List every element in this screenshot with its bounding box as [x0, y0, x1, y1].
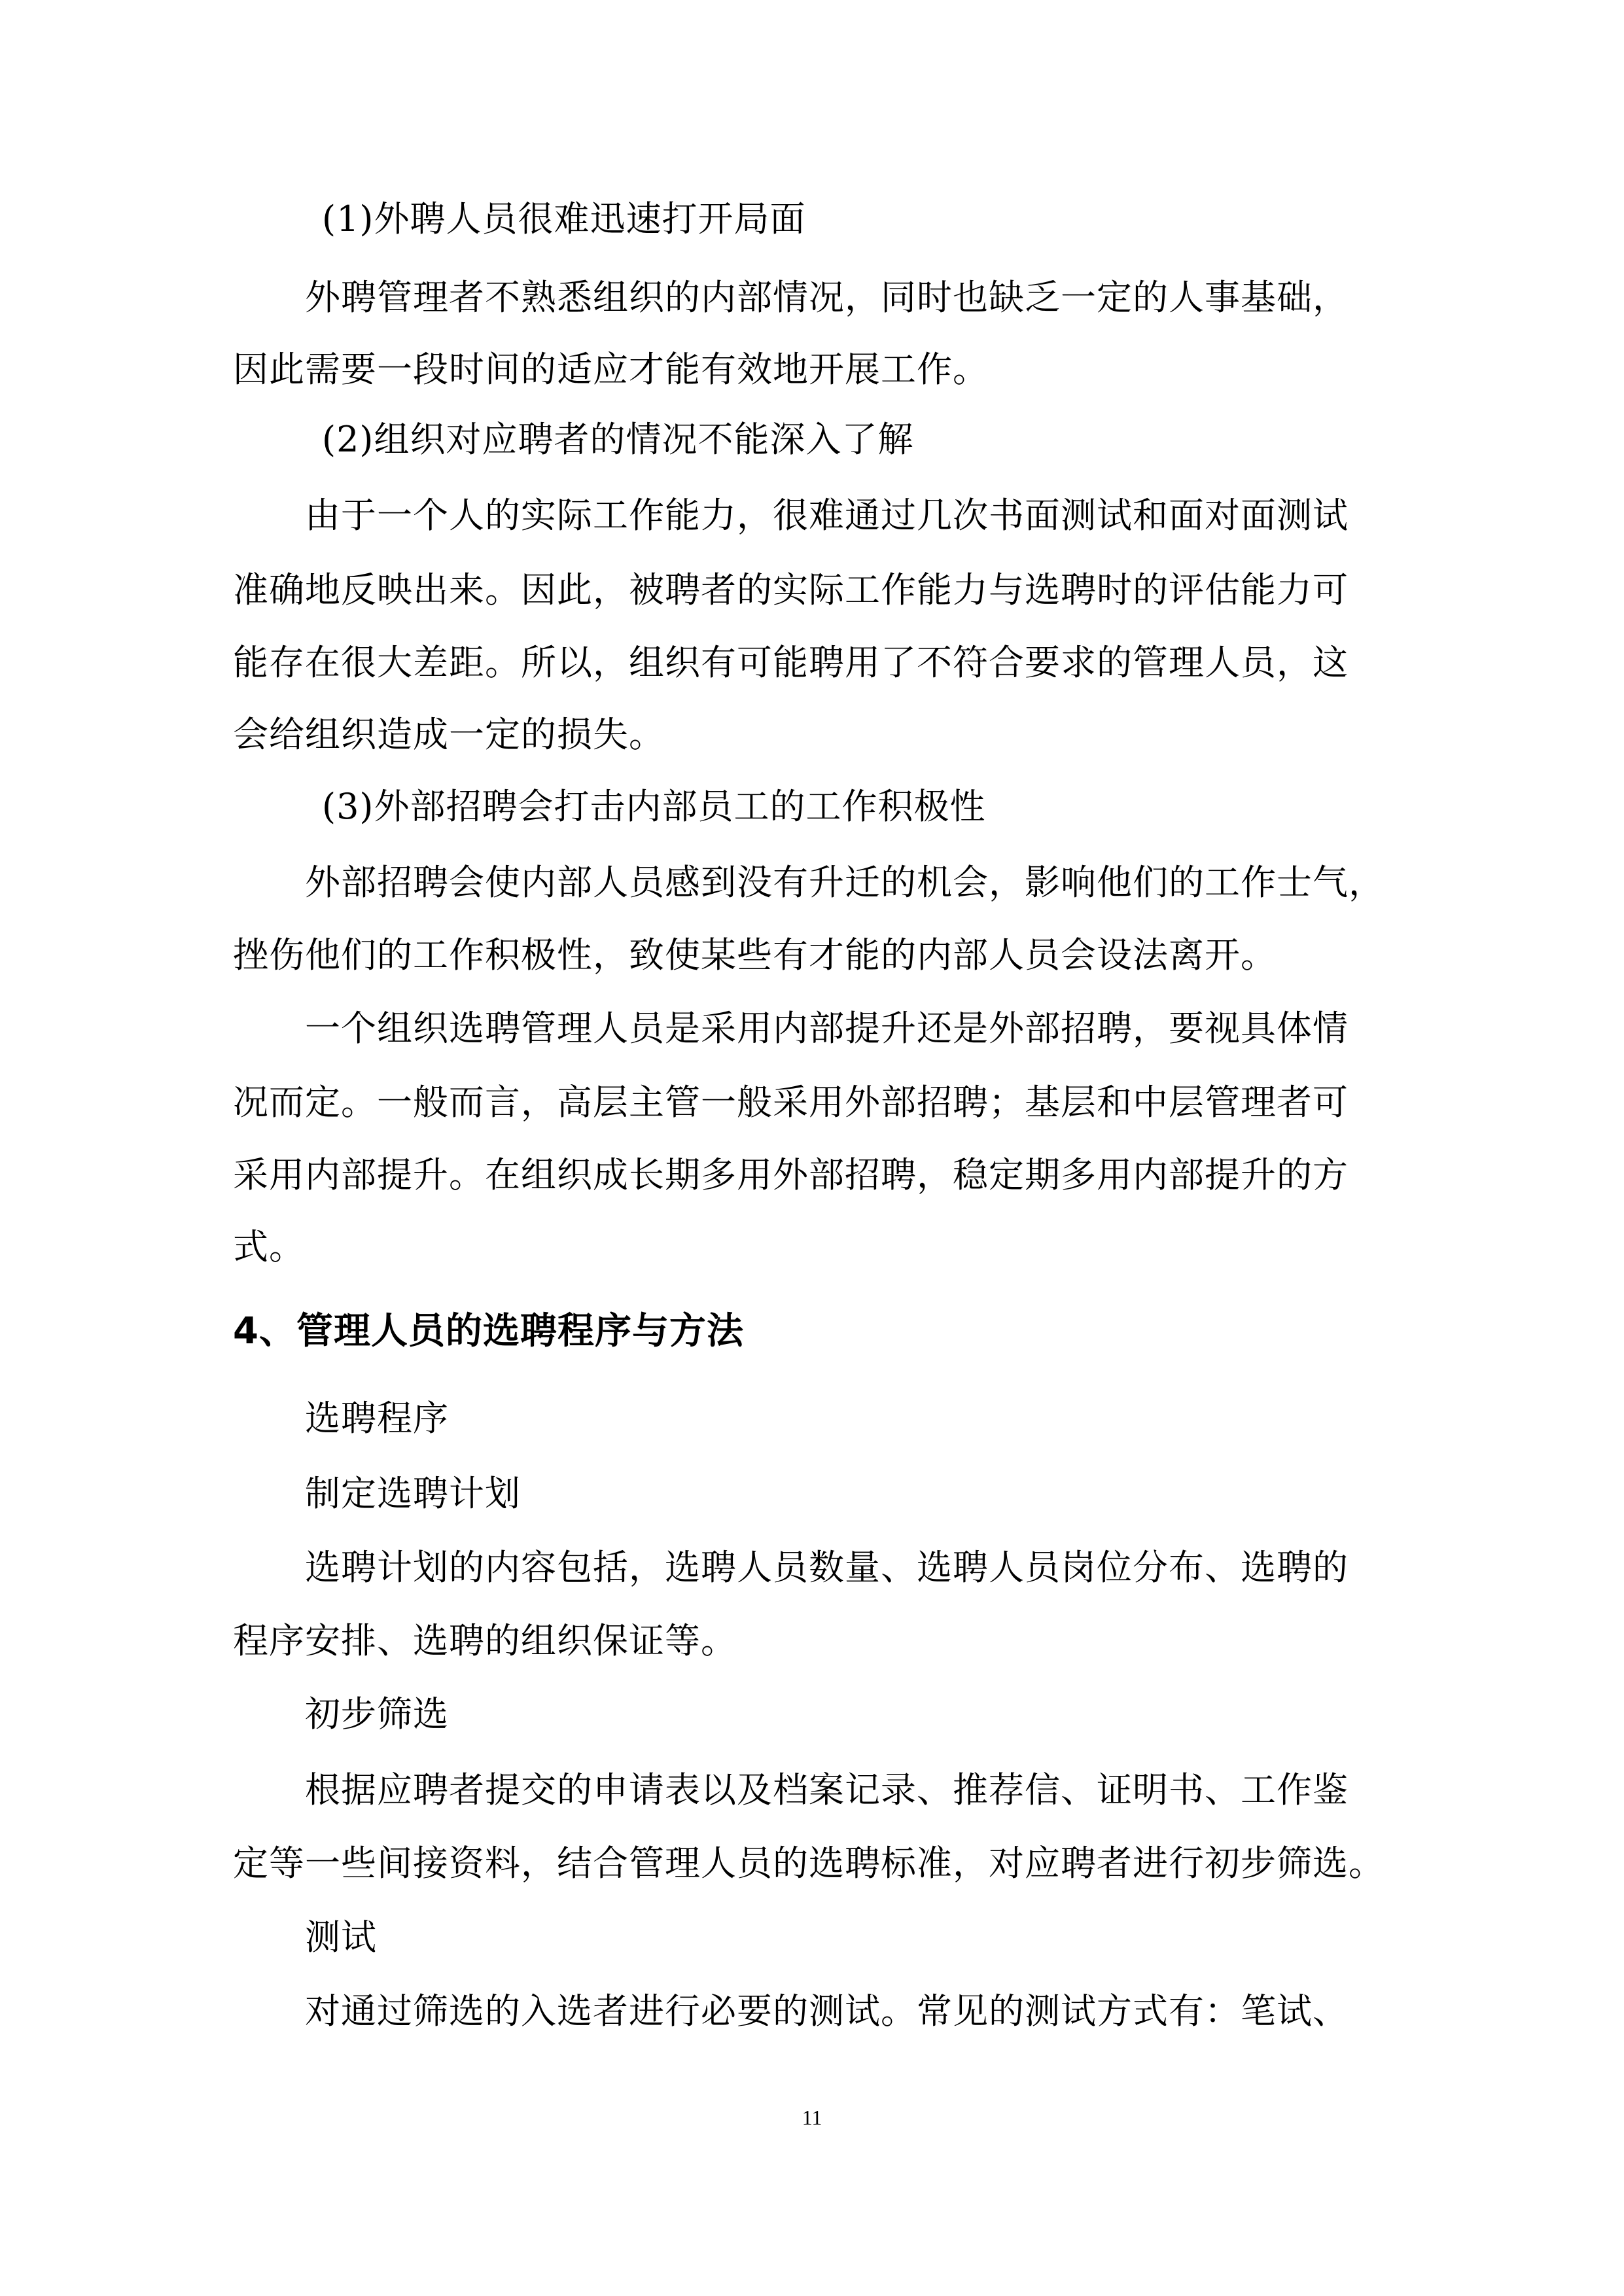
paragraph-line: 会给组织造成一定的损失。	[233, 714, 665, 755]
paragraph-line: 挫伤他们的工作积极性，致使某些有才能的内部人员会设法离开。	[233, 934, 1277, 976]
subheading-procedure: 选聘程序	[305, 1398, 449, 1439]
paragraph-line: 根据应聘者提交的申请表以及档案记录、推荐信、证明书、工作鉴	[305, 1769, 1349, 1810]
paragraph-line: 况而定。一般而言，高层主管一般采用外部招聘；基层和中层管理者可	[233, 1082, 1349, 1123]
paragraph-line: 程序安排、选聘的组织保证等。	[233, 1620, 737, 1661]
paragraph-line: 采用内部提升。在组织成长期多用外部招聘，稳定期多用内部提升的方	[233, 1154, 1349, 1195]
subheading-screening: 初步筛选	[305, 1693, 449, 1735]
paragraph-line: 外部招聘会使内部人员感到没有升迁的机会，影响他们的工作士气，	[305, 862, 1385, 903]
paragraph-line: 外聘管理者不熟悉组织的内部情况，同时也缺乏一定的人事基础，	[305, 277, 1349, 318]
paragraph-line: 能存在很大差距。所以，组织有可能聘用了不符合要求的管理人员，这	[233, 642, 1349, 683]
subheading-1: (1)外聘人员很难迅速打开局面	[322, 198, 806, 239]
paragraph-line: 一个组织选聘管理人员是采用内部提升还是外部招聘，要视具体情	[305, 1008, 1349, 1049]
paragraph-line: 因此需要一段时间的适应才能有效地开展工作。	[233, 349, 989, 390]
paragraph-line: 准确地反映出来。因此，被聘者的实际工作能力与选聘时的评估能力可	[233, 569, 1349, 610]
paragraph-line: 对通过筛选的入选者进行必要的测试。常见的测试方式有：笔试、	[305, 1990, 1349, 2032]
section-heading: 4、管理人员的选聘程序与方法	[233, 1310, 744, 1352]
paragraph-line: 定等一些间接资料，结合管理人员的选聘标准，对应聘者进行初步筛选。	[233, 1843, 1385, 1884]
subheading-plan: 制定选聘计划	[305, 1473, 521, 1514]
paragraph-line: 选聘计划的内容包括，选聘人员数量、选聘人员岗位分布、选聘的	[305, 1547, 1349, 1588]
paragraph-line: 由于一个人的实际工作能力，很难通过几次书面测试和面对面测试	[305, 495, 1349, 536]
subheading-3: (3)外部招聘会打击内部员工的工作积极性	[322, 786, 986, 827]
subheading-2: (2)组织对应聘者的情况不能深入了解	[322, 419, 914, 460]
subheading-test: 测试	[305, 1916, 377, 1958]
paragraph-line: 式。	[233, 1226, 305, 1267]
page-number: 11	[802, 2106, 822, 2129]
